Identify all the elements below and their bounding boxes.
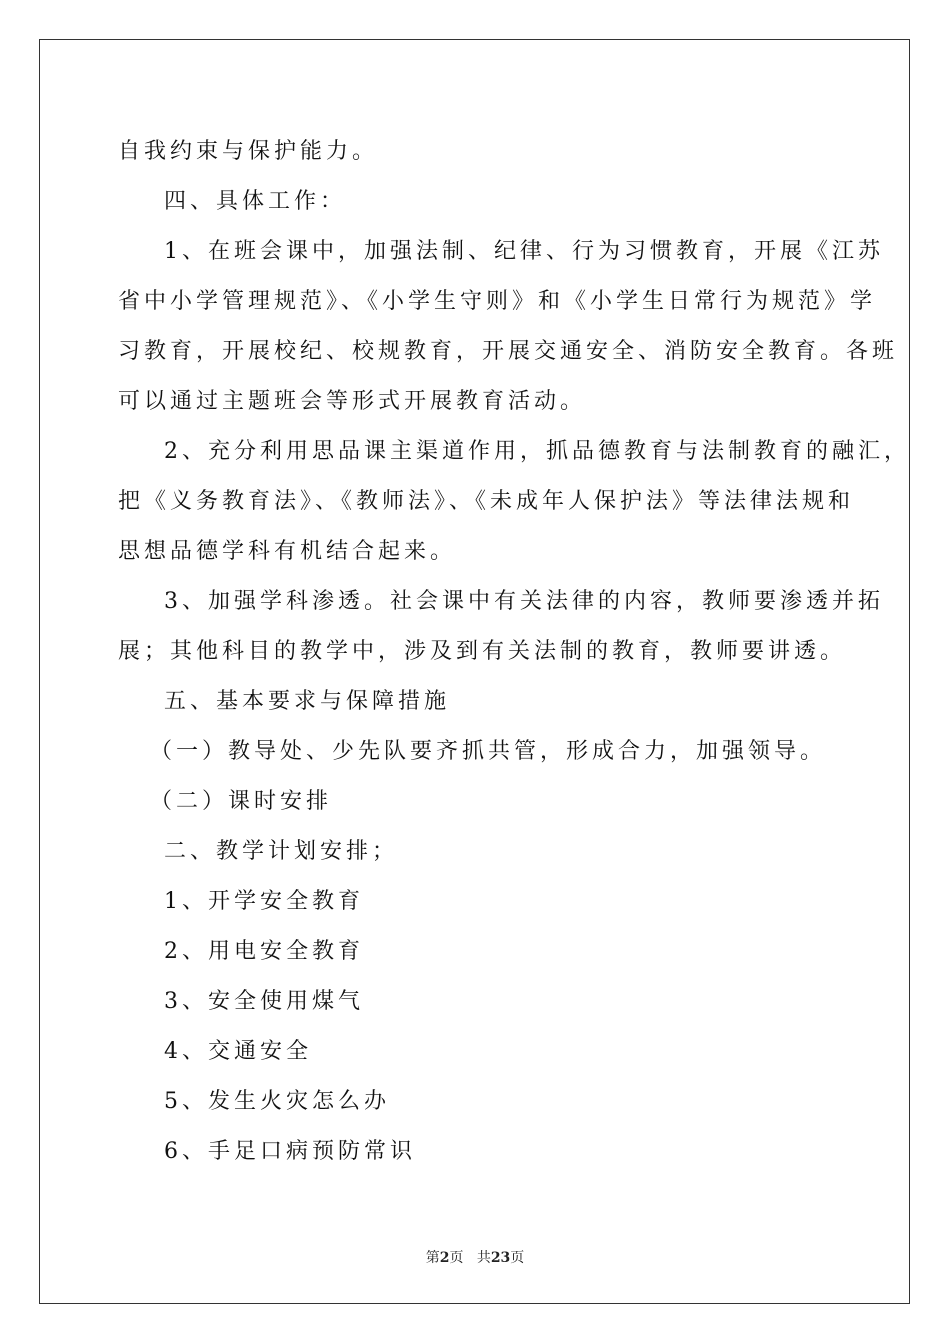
- section-heading: 二、教学计划安排；: [164, 839, 399, 864]
- text-line: 思想品德学科有机结合起来。: [118, 539, 457, 564]
- total-prefix: 共: [476, 1250, 491, 1266]
- text-line: （二）课时安排: [150, 789, 333, 814]
- text-line: （一）教导处、少先队要齐抓共管，形成合力，加强领导。: [150, 739, 827, 764]
- list-item: 6、手足口病预防常识: [164, 1139, 416, 1164]
- section-heading: 四、具体工作：: [164, 189, 347, 214]
- page-suffix: 页: [449, 1250, 464, 1266]
- list-item: 2、用电安全教育: [164, 939, 364, 964]
- page-number: 2: [439, 1250, 450, 1266]
- list-item: 3、安全使用煤气: [164, 989, 364, 1014]
- text-line: 2、充分利用思品课主渠道作用，抓品德教育与法制教育的融汇，: [164, 439, 910, 464]
- text-line: 展；其他科目的教学中，涉及到有关法制的教育，教师要讲透。: [118, 639, 847, 664]
- list-item: 5、发生火灾怎么办: [164, 1089, 390, 1114]
- page-footer: [0, 1247, 950, 1267]
- text-line: 省中小学管理规范》、《小学生守则》和《小学生日常行为规范》学: [118, 289, 877, 314]
- text-line: 3、加强学科渗透。社会课中有关法律的内容，教师要渗透并拓: [164, 589, 884, 614]
- page-prefix: 第: [425, 1250, 440, 1266]
- total-pages: 23: [490, 1250, 511, 1266]
- text-line: 可以通过主题班会等形式开展教育活动。: [118, 389, 587, 414]
- text-line: 把《义务教育法》、《教师法》、《未成年人保护法》等法律法规和: [118, 489, 855, 514]
- text-line: 1、在班会课中，加强法制、纪律、行为习惯教育，开展《江苏: [164, 239, 884, 264]
- text-line: 自我约束与保护能力。: [118, 139, 379, 164]
- list-item: 4、交通安全: [164, 1039, 312, 1064]
- document-body: [118, 127, 910, 1177]
- text-line: 习教育，开展校纪、校规教育，开展交通安全、消防安全教育。各班: [118, 339, 899, 364]
- section-heading: 五、基本要求与保障措施: [164, 689, 451, 714]
- list-item: 1、开学安全教育: [164, 889, 364, 914]
- total-suffix: 页: [510, 1250, 525, 1266]
